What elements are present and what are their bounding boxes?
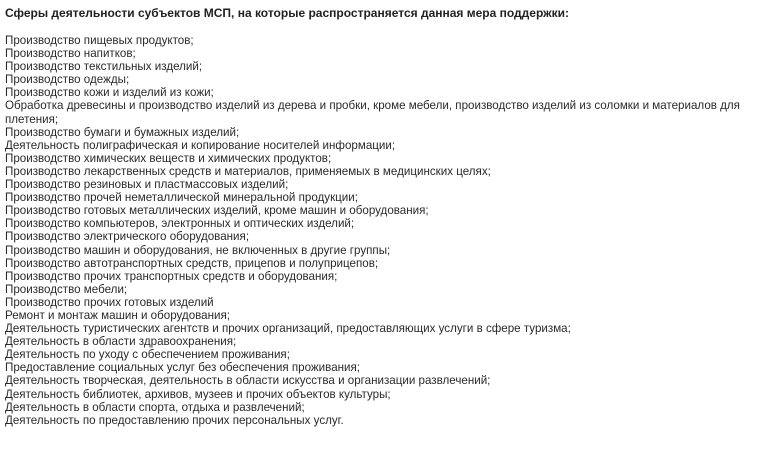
list-item: Производство машин и оборудования, не включенных в другие группы; (5, 243, 391, 257)
list-item: Деятельность по уходу с обеспечением проживания; (5, 348, 290, 362)
list-item: Производство электрического оборудования; (5, 230, 250, 244)
list-item: Производство готовых металлических изделий, кроме машин и оборудования; (5, 204, 429, 218)
list-item: Производство текстильных изделий; (5, 60, 203, 74)
list-item: Обработка древесины и производство изделий из дерева и пробки, кроме мебели, производство изделий из соломки и материалов для плетения; (5, 99, 740, 126)
list-item: Деятельность в области спорта, отдыха и развлечений; (5, 400, 305, 414)
list-item: Предоставление социальных услуг без обеспечения проживания; (5, 361, 361, 375)
list-item: Производство химических веществ и химических продуктов; (5, 151, 332, 165)
list-item: Производство прочей неметаллической минеральной продукции; (5, 191, 358, 205)
list-item: Производство мебели; (5, 282, 128, 296)
activity-list (5, 34, 760, 427)
list-item: Производство резиновых и пластмассовых изделий; (5, 178, 289, 192)
list-item: Производство компьютеров, электронных и оптических изделий; (5, 217, 355, 231)
list-item: Деятельность в области здравоохранения; (5, 335, 237, 349)
list-item: Производство одежды; (5, 73, 130, 87)
list-item: Производство бумаги и бумажных изделий; (5, 125, 240, 139)
list-item: Производство пищевых продуктов; (5, 34, 194, 47)
list-item: Деятельность туристических агентств и прочих организаций, предоставляющих услуги в сфере туризма; (5, 322, 571, 336)
list-item: Деятельность полиграфическая и копирование носителей информации; (5, 138, 396, 152)
section-heading: Сферы деятельности субъектов МСП, на которые распространяется данная мера поддержки: (5, 6, 570, 20)
list-item: Производство прочих транспортных средств и оборудования; (5, 269, 338, 283)
list-item: Производство напитков; (5, 47, 136, 61)
list-item: Деятельность по предоставлению прочих персональных услуг. (5, 413, 344, 427)
list-item: Ремонт и монтаж машин и оборудования; (5, 308, 230, 322)
list-item: Производство прочих готовых изделий (5, 295, 214, 309)
list-item: Деятельность библиотек, архивов, музеев и прочих объектов культуры; (5, 387, 391, 401)
list-item: Производство лекарственных средств и материалов, применяемых в медицинских целях; (5, 164, 491, 178)
list-item: Производство автотранспортных средств, прицепов и полуприцепов; (5, 256, 379, 270)
list-item: Деятельность творческая, деятельность в области искусства и организации развлечений; (5, 374, 491, 388)
list-item: Производство кожи и изделий из кожи; (5, 86, 214, 100)
